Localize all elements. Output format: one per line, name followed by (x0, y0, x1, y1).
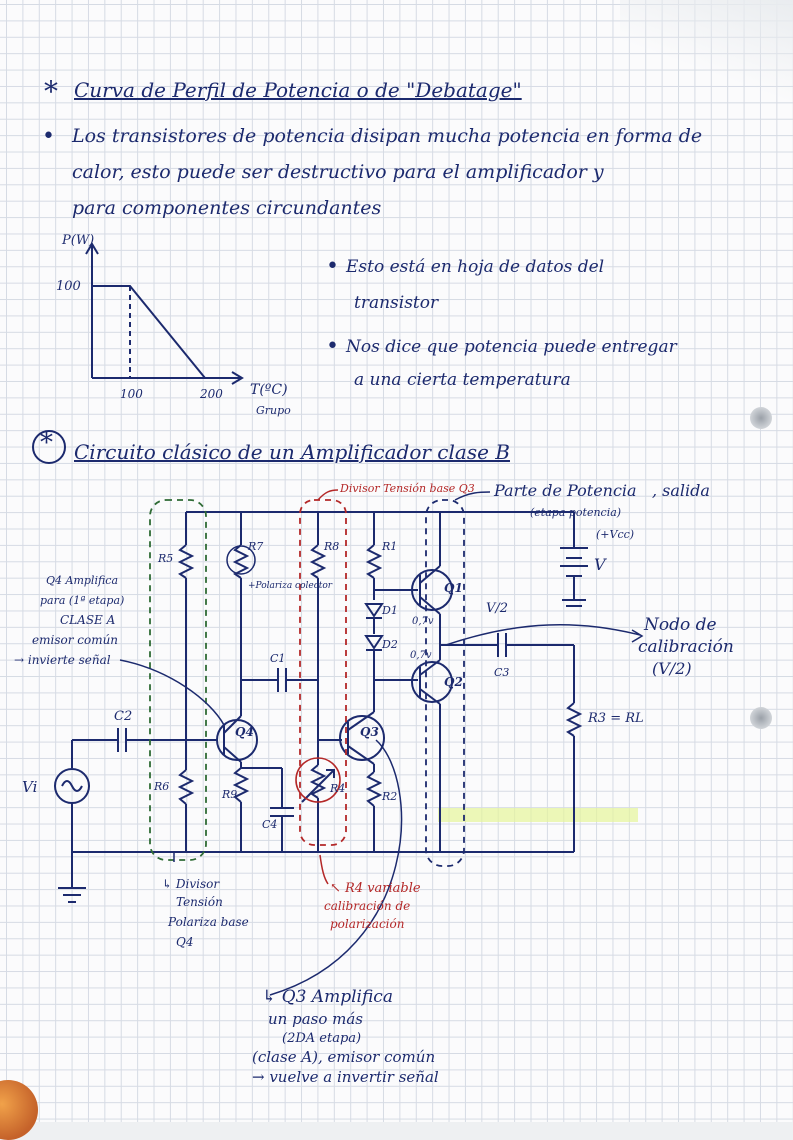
label-r7: R7 (248, 540, 264, 553)
note-q3-5: → vuelve a invertir señal (252, 1068, 439, 1086)
note-node-1: Nodo de (644, 615, 717, 635)
label-c2: C2 (114, 709, 133, 724)
label-r3: R3 = RL (588, 711, 644, 726)
note-salida: , salida (652, 481, 710, 500)
note-q4-5: → invierte señal (14, 653, 111, 667)
label-vcc: (+Vcc) (596, 528, 635, 541)
class-b-amplifier-schematic (0, 470, 793, 1090)
note-q4-4: emisor común (32, 633, 119, 647)
chart-xtick-100: 100 (120, 387, 143, 401)
label-c4: C4 (262, 818, 278, 831)
label-07v-bottom: 0,7v (410, 650, 432, 661)
intro-line-2: calor, esto puede ser destructivo para el amplificador y (72, 161, 604, 183)
label-r7-note: +Polariza colector (248, 581, 333, 591)
note-power-part: Parte de Potencia (494, 481, 637, 500)
binder-hole (750, 407, 772, 429)
intro-line-3: para componentes circundantes (72, 197, 382, 219)
label-d2: D2 (382, 638, 398, 651)
label-v: V (594, 555, 606, 574)
label-r2: R2 (382, 790, 398, 803)
label-q2: Q2 (444, 675, 463, 689)
label-r1: R1 (382, 540, 398, 553)
chart-xlabel: T(ºC) (250, 382, 288, 398)
label-r9: R9 (222, 788, 238, 801)
note-bullet-2: • (326, 334, 339, 359)
label-r4: R4 (330, 782, 346, 795)
note-divisor-4: Q4 (176, 935, 194, 949)
wiring (55, 512, 588, 902)
note-divisor-3: Polariza base (168, 915, 249, 929)
heading-star: * (44, 75, 58, 108)
intro-bullet: • (42, 124, 55, 149)
derating-line (92, 286, 205, 378)
note-node-2: calibración (638, 637, 734, 657)
note-divisor-2: Tensión (176, 895, 223, 909)
note-q4-3: CLASE A (60, 613, 116, 627)
label-q4: Q4 (235, 725, 254, 739)
note-divisor-1: ↳ Divisor (162, 877, 220, 891)
label-07v-top: 0,7v (412, 616, 434, 627)
label-c1: C1 (270, 652, 286, 665)
highlight-strip (438, 808, 638, 822)
note-q4-2: para (1ª etapa) (40, 594, 125, 607)
note-2-line-2: a una cierta temperatura (354, 370, 571, 390)
heading-classic-circuit: Circuito clásico de un Amplificador clase B (74, 440, 510, 464)
note-r4-1: ↖ R4 variable (330, 881, 421, 896)
intro-line-1: Los transistores de potencia disipan mucha potencia en forma de (72, 125, 703, 147)
note-q3-1: ↳ Q3 Amplifica (262, 987, 393, 1007)
note-q3-2: un paso más (268, 1010, 363, 1028)
note-bullet-1: • (326, 254, 339, 279)
note-q3-3: (2DA etapa) (282, 1031, 362, 1046)
chart-ytick-100: 100 (56, 279, 81, 294)
chart-xnote: Grupo (256, 404, 291, 417)
note-1-line-2: transistor (354, 293, 439, 313)
label-r8: R8 (324, 540, 340, 553)
heading-derating-curve: Curva de Perfil de Potencia o de "Debatage" (74, 78, 522, 102)
label-v-half: V/2 (486, 601, 509, 616)
label-c3: C3 (494, 666, 510, 679)
label-d1: D1 (382, 604, 398, 617)
label-vi: Vi (22, 778, 38, 796)
label-q1: Q1 (444, 581, 463, 595)
note-node-3: (V/2) (652, 659, 692, 678)
note-power-part-sub: (etapa potencia) (530, 506, 622, 519)
note-q3-4: (clase A), emisor común (252, 1048, 436, 1066)
derating-curve-sketch (40, 228, 320, 428)
note-divider-q3: Divisor Tensión base Q3 (340, 482, 475, 495)
note-1-line-1: Esto está en hoja de datos del (346, 257, 605, 277)
label-q3: Q3 (360, 725, 379, 739)
chart-xtick-200: 200 (200, 387, 223, 401)
note-2-line-1: Nos dice que potencia puede entregar (346, 337, 677, 357)
chart-ylabel: P(W) (62, 233, 95, 248)
note-q4-1: Q4 Amplifica (46, 574, 119, 587)
note-r4-3: polarización (330, 917, 405, 931)
page-shadow (620, 0, 793, 110)
label-r5: R5 (158, 552, 174, 565)
label-r6: R6 (154, 780, 170, 793)
heading2-star: * (40, 428, 53, 458)
note-r4-2: calibración de (324, 899, 411, 913)
